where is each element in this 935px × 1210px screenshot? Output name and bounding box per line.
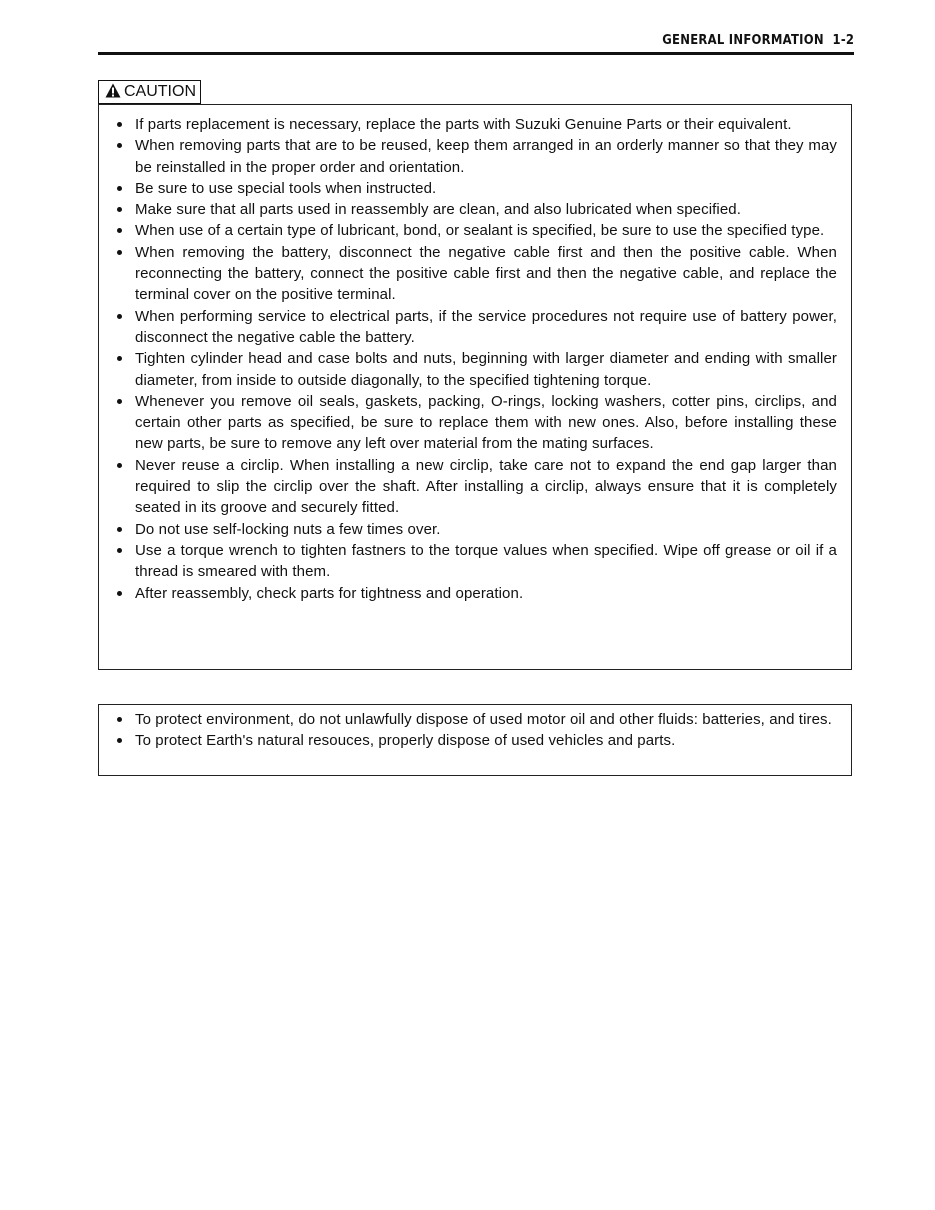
- bullet-icon: [117, 186, 122, 191]
- page-header: [98, 30, 854, 55]
- list-item-text: Whenever you remove oil seals, gaskets, packing, O-rings, locking washers, cotter pins, circlips, and certain other parts as specified, be sure to replace them with new ones. Also, before installing these new parts, be sure to remove any left over material from the mating surfaces.: [135, 392, 837, 453]
- list-item: [115, 730, 837, 751]
- bullet-icon: [117, 591, 122, 596]
- list-item: [115, 220, 837, 241]
- bullet-icon: [117, 356, 122, 361]
- list-item-text: Do not use self-locking nuts a few times over.: [135, 520, 441, 538]
- list-item: [115, 242, 837, 306]
- bullet-icon: [117, 527, 122, 532]
- list-item: [115, 709, 837, 730]
- list-item-text: When removing parts that are to be reused, keep them arranged in an orderly manner so that they may be reinstalled in the proper order and orientation.: [135, 137, 837, 176]
- list-item-text: When use of a certain type of lubricant, bond, or sealant is specified, be sure to use the specified type.: [135, 222, 825, 240]
- list-item: [115, 391, 837, 455]
- bullet-icon: [117, 399, 122, 404]
- list-item-text: Be sure to use special tools when instructed.: [135, 179, 437, 197]
- page-number: 1-2: [832, 32, 854, 48]
- list-item: [115, 199, 837, 220]
- list-item-text: Tighten cylinder head and case bolts and nuts, beginning with larger diameter and ending with smaller diameter, from inside to outside diagonally, to the specified tightening torque.: [135, 350, 837, 389]
- list-item: [115, 540, 837, 583]
- header-title: [662, 32, 854, 48]
- bullet-icon: [117, 228, 122, 233]
- bullet-icon: [117, 207, 122, 212]
- list-item-text: Make sure that all parts used in reassembly are clean, and also lubricated when specified.: [135, 201, 741, 219]
- bullet-icon: [117, 738, 122, 743]
- list-item-text: After reassembly, check parts for tightness and operation.: [135, 584, 524, 602]
- caution-label-text: CAUTION: [124, 83, 196, 100]
- list-item: [115, 519, 837, 540]
- bullet-icon: [117, 122, 122, 127]
- bullet-icon: [117, 463, 122, 468]
- list-item-text: To protect Earth's natural resouces, properly dispose of used vehicles and parts.: [135, 732, 676, 750]
- list-item-text: When performing service to electrical parts, if the service procedures not require use of battery power, disconnect the negative cable the battery.: [135, 307, 837, 346]
- bullet-icon: [117, 250, 122, 255]
- list-item: [115, 348, 837, 391]
- list-item-text: Use a torque wrench to tighten fastners to the torque values when specified. Wipe off grease or oil if a thread is smeared with them.: [135, 541, 837, 581]
- bullet-icon: [117, 314, 122, 319]
- warning-triangle-icon: [105, 83, 121, 98]
- list-item: [115, 135, 837, 178]
- list-item: [115, 114, 837, 135]
- list-item-text: When removing the battery, disconnect the negative cable first and then the positive cable. When reconnecting the battery, connect the positive cable first and then the negative cable, and replace the terminal cover on the positive terminal.: [135, 243, 837, 304]
- environment-box: [98, 704, 852, 776]
- caution-list: [115, 114, 837, 604]
- list-item: [115, 455, 837, 519]
- caution-label: [98, 80, 201, 104]
- bullet-icon: [117, 717, 122, 722]
- list-item-text: Never reuse a circlip. When installing a new circlip, take care not to expand the end gap larger than required to slip the circlip over the shaft. After installing a circlip, always ensure that it is completely seated in its groove and securely fitted.: [135, 456, 837, 517]
- section-title: GENERAL INFORMATION: [662, 32, 824, 48]
- environment-list: [115, 709, 837, 752]
- list-item: [115, 306, 837, 349]
- bullet-icon: [117, 143, 122, 148]
- list-item: [115, 178, 837, 199]
- list-item-text: To protect environment, do not unlawfully dispose of used motor oil and other fluids: batteries, and tires.: [135, 711, 832, 728]
- list-item-text: If parts replacement is necessary, replace the parts with Suzuki Genuine Parts or their equivalent.: [135, 116, 792, 133]
- caution-box: [98, 104, 852, 670]
- list-item: [115, 583, 837, 604]
- bullet-icon: [117, 548, 122, 553]
